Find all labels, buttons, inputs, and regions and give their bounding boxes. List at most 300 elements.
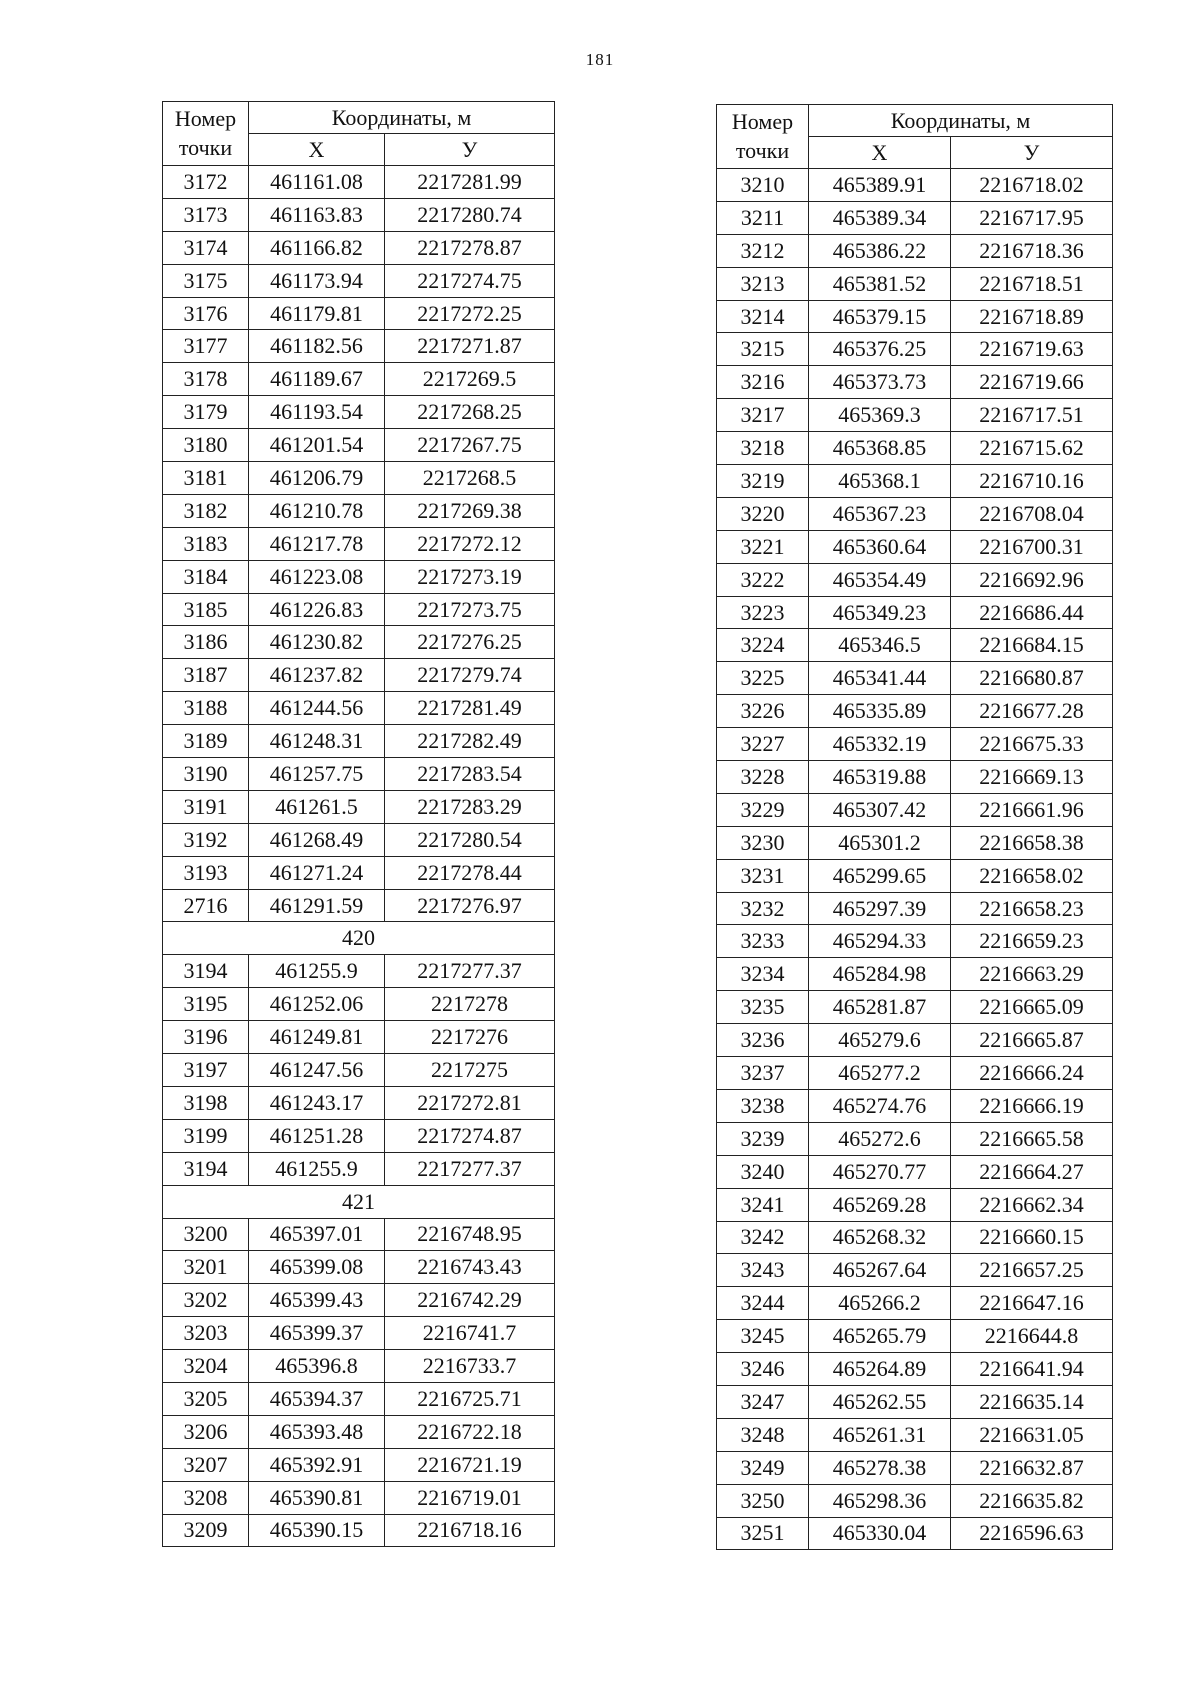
- y-coordinate-cell: 2216631.05: [951, 1418, 1113, 1451]
- y-coordinate-cell: 2216717.51: [951, 399, 1113, 432]
- x-coordinate-cell: 461244.56: [249, 692, 385, 725]
- point-number-cell: 3208: [163, 1481, 249, 1514]
- y-coordinate-cell: 2216632.87: [951, 1451, 1113, 1484]
- y-coordinate-cell: 2217275: [385, 1054, 555, 1087]
- table-row: [717, 892, 1113, 925]
- table-row: [163, 264, 555, 297]
- x-coordinate-cell: 461249.81: [249, 1021, 385, 1054]
- y-coordinate-cell: 2216715.62: [951, 432, 1113, 465]
- point-number-cell: 3246: [717, 1353, 809, 1386]
- table-row: [163, 856, 555, 889]
- table-row: [717, 761, 1113, 794]
- table-row: [163, 527, 555, 560]
- table-row: [717, 1418, 1113, 1451]
- x-coordinate-cell: 461237.82: [249, 659, 385, 692]
- y-coordinate-cell: 2216708.04: [951, 497, 1113, 530]
- table-row: [717, 333, 1113, 366]
- table-row: [163, 1448, 555, 1481]
- y-coordinate-cell: 2217278: [385, 988, 555, 1021]
- y-coordinate-cell: 2216658.23: [951, 892, 1113, 925]
- table-row: [717, 1517, 1113, 1550]
- table-row: [163, 429, 555, 462]
- table-row: [163, 659, 555, 692]
- y-coordinate-cell: 2216718.89: [951, 300, 1113, 333]
- table-row: [717, 432, 1113, 465]
- table-row: [717, 1221, 1113, 1254]
- point-number-cell: 3224: [717, 629, 809, 662]
- x-coordinate-cell: 461257.75: [249, 758, 385, 791]
- x-coordinate-cell: 461161.08: [249, 166, 385, 199]
- point-number-cell: 3195: [163, 988, 249, 1021]
- x-coordinate-cell: 461210.78: [249, 494, 385, 527]
- point-number-cell: 3198: [163, 1086, 249, 1119]
- point-number-cell: 3239: [717, 1122, 809, 1155]
- y-coordinate-cell: 2216748.95: [385, 1218, 555, 1251]
- y-coordinate-cell: 2217278.87: [385, 231, 555, 264]
- table-row: [163, 1218, 555, 1251]
- y-coordinate-cell: 2216665.58: [951, 1122, 1113, 1155]
- y-coordinate-cell: 2217276.97: [385, 889, 555, 922]
- point-number-cell: 3201: [163, 1251, 249, 1284]
- coordinates-header: Координаты, м: [809, 105, 1113, 137]
- point-number-cell: 3226: [717, 695, 809, 728]
- x-coordinate-cell: 461255.9: [249, 955, 385, 988]
- y-coordinate-cell: 2216733.7: [385, 1350, 555, 1383]
- point-number-cell: 3212: [717, 234, 809, 267]
- point-number-cell: 3228: [717, 761, 809, 794]
- x-coordinate-cell: 465266.2: [809, 1287, 951, 1320]
- x-coordinate-cell: 465399.37: [249, 1317, 385, 1350]
- table-row: [717, 596, 1113, 629]
- point-number-cell: 3232: [717, 892, 809, 925]
- y-coordinate-cell: 2217272.12: [385, 527, 555, 560]
- x-coordinate-cell: 461163.83: [249, 198, 385, 231]
- y-coordinate-cell: 2216662.34: [951, 1188, 1113, 1221]
- x-coordinate-cell: 465397.01: [249, 1218, 385, 1251]
- point-number-cell: 3234: [717, 958, 809, 991]
- table-row: [163, 758, 555, 791]
- y-coordinate-cell: 2216692.96: [951, 563, 1113, 596]
- point-number-cell: 3188: [163, 692, 249, 725]
- y-coordinate-cell: 2216665.09: [951, 991, 1113, 1024]
- table-row: [717, 1089, 1113, 1122]
- point-number-cell: 3181: [163, 462, 249, 495]
- y-coordinate-cell: 2217267.75: [385, 429, 555, 462]
- table-row: [163, 1317, 555, 1350]
- x-coordinate-cell: 465360.64: [809, 530, 951, 563]
- x-coordinate-cell: 465277.2: [809, 1057, 951, 1090]
- x-coordinate-cell: 465297.39: [809, 892, 951, 925]
- y-coordinate-cell: 2217280.74: [385, 198, 555, 231]
- y-coordinate-cell: 2216644.8: [951, 1320, 1113, 1353]
- table-row: [717, 1287, 1113, 1320]
- x-coordinate-cell: 465284.98: [809, 958, 951, 991]
- point-number-cell: 3219: [717, 465, 809, 498]
- point-number-cell: 2716: [163, 889, 249, 922]
- x-coordinate-cell: 465346.5: [809, 629, 951, 662]
- y-coordinate-cell: 2216664.27: [951, 1155, 1113, 1188]
- coordinates-header: Координаты, м: [249, 102, 555, 134]
- point-number-cell: 3209: [163, 1514, 249, 1547]
- point-number-cell: 3222: [717, 563, 809, 596]
- y-coordinate-cell: 2216719.01: [385, 1481, 555, 1514]
- table-body-left: [163, 166, 555, 1547]
- point-number-cell: 3245: [717, 1320, 809, 1353]
- y-coordinate-cell: 2216741.7: [385, 1317, 555, 1350]
- y-coordinate-cell: 2216658.38: [951, 826, 1113, 859]
- y-coordinate-cell: 2217282.49: [385, 725, 555, 758]
- point-number-cell: 3207: [163, 1448, 249, 1481]
- point-number-cell: 3229: [717, 793, 809, 826]
- x-coordinate-cell: 465354.49: [809, 563, 951, 596]
- table-row: [163, 231, 555, 264]
- point-number-cell: 3194: [163, 1152, 249, 1185]
- x-coordinate-cell: 465335.89: [809, 695, 951, 728]
- table-row: [717, 958, 1113, 991]
- table-row: [717, 530, 1113, 563]
- table-row: [163, 1086, 555, 1119]
- y-coordinate-cell: 2216686.44: [951, 596, 1113, 629]
- x-coordinate-cell: 465299.65: [809, 859, 951, 892]
- x-coordinate-cell: 461252.06: [249, 988, 385, 1021]
- x-coordinate-cell: 465268.32: [809, 1221, 951, 1254]
- point-header-line1: Номер: [174, 105, 237, 131]
- x-coordinate-cell: 461271.24: [249, 856, 385, 889]
- table-row: [163, 198, 555, 231]
- x-coordinate-cell: 461182.56: [249, 330, 385, 363]
- point-number-cell: 3216: [717, 366, 809, 399]
- point-number-cell: 3218: [717, 432, 809, 465]
- x-coordinate-cell: 465267.64: [809, 1254, 951, 1287]
- x-coordinate-cell: 465390.81: [249, 1481, 385, 1514]
- point-number-cell: 3194: [163, 955, 249, 988]
- x-coordinate-cell: 461247.56: [249, 1054, 385, 1087]
- point-number-cell: 3206: [163, 1415, 249, 1448]
- point-header-line2: точки: [735, 137, 790, 163]
- group-row: [163, 922, 555, 955]
- x-coordinate-cell: 465396.8: [249, 1350, 385, 1383]
- table-row: [717, 169, 1113, 202]
- y-coordinate-cell: 2216669.13: [951, 761, 1113, 794]
- table-row: [163, 1119, 555, 1152]
- x-coordinate-cell: 465367.23: [809, 497, 951, 530]
- table-row: [717, 662, 1113, 695]
- y-coordinate-cell: 2216710.16: [951, 465, 1113, 498]
- y-coordinate-cell: 2217277.37: [385, 955, 555, 988]
- x-coordinate-cell: 465298.36: [809, 1484, 951, 1517]
- y-coordinate-cell: 2216635.14: [951, 1385, 1113, 1418]
- y-coordinate-cell: 2216657.25: [951, 1254, 1113, 1287]
- y-coordinate-cell: 2217281.99: [385, 166, 555, 199]
- x-coordinate-cell: 465264.89: [809, 1353, 951, 1386]
- point-number-cell: 3242: [717, 1221, 809, 1254]
- y-coordinate-cell: 2216718.36: [951, 234, 1113, 267]
- y-coordinate-cell: 2217278.44: [385, 856, 555, 889]
- table-row: [717, 859, 1113, 892]
- point-number-cell: 3238: [717, 1089, 809, 1122]
- table-row: [163, 692, 555, 725]
- point-number-cell: 3240: [717, 1155, 809, 1188]
- x-coordinate-cell: 465270.77: [809, 1155, 951, 1188]
- point-number-cell: 3190: [163, 758, 249, 791]
- group-number: 421: [163, 1185, 555, 1218]
- point-number-cell: 3247: [717, 1385, 809, 1418]
- group-row: [163, 1185, 555, 1218]
- x-coordinate-cell: 465392.91: [249, 1448, 385, 1481]
- x-coordinate-cell: 465274.76: [809, 1089, 951, 1122]
- point-number-cell: 3186: [163, 626, 249, 659]
- x-coordinate-cell: 465386.22: [809, 234, 951, 267]
- point-number-cell: 3243: [717, 1254, 809, 1287]
- x-coordinate-cell: 465393.48: [249, 1415, 385, 1448]
- x-coordinate-cell: 461248.31: [249, 725, 385, 758]
- table-row: [163, 1350, 555, 1383]
- x-coordinate-cell: 465389.91: [809, 169, 951, 202]
- table-row: [163, 1514, 555, 1547]
- table-row: [717, 925, 1113, 958]
- table-row: [163, 790, 555, 823]
- point-number-cell: 3223: [717, 596, 809, 629]
- table-row: [163, 593, 555, 626]
- y-coordinate-cell: 2216677.28: [951, 695, 1113, 728]
- x-coordinate-cell: 465379.15: [809, 300, 951, 333]
- x-coordinate-cell: 465376.25: [809, 333, 951, 366]
- point-number-cell: 3176: [163, 297, 249, 330]
- x-coordinate-cell: 465307.42: [809, 793, 951, 826]
- point-number-cell: 3199: [163, 1119, 249, 1152]
- y-coordinate-cell: 2216700.31: [951, 530, 1113, 563]
- y-coordinate-cell: 2217269.38: [385, 494, 555, 527]
- x-coordinate-cell: 465369.3: [809, 399, 951, 432]
- table-row: [163, 396, 555, 429]
- point-number-cell: 3172: [163, 166, 249, 199]
- x-coordinate-cell: 465381.52: [809, 267, 951, 300]
- point-number-cell: 3192: [163, 823, 249, 856]
- table-row: [717, 267, 1113, 300]
- x-coordinate-cell: 465341.44: [809, 662, 951, 695]
- table-row: [717, 1188, 1113, 1221]
- x-coordinate-cell: 465278.38: [809, 1451, 951, 1484]
- table-row: [163, 297, 555, 330]
- table-row: [163, 462, 555, 495]
- y-header: У: [385, 134, 555, 166]
- x-coordinate-cell: 465301.2: [809, 826, 951, 859]
- table-row: [717, 1155, 1113, 1188]
- y-coordinate-cell: 2217276: [385, 1021, 555, 1054]
- table-row: [163, 823, 555, 856]
- point-number-cell: 3231: [717, 859, 809, 892]
- y-coordinate-cell: 2217271.87: [385, 330, 555, 363]
- y-coordinate-cell: 2216663.29: [951, 958, 1113, 991]
- x-coordinate-cell: 465368.85: [809, 432, 951, 465]
- x-coordinate-cell: 465262.55: [809, 1385, 951, 1418]
- y-coordinate-cell: 2216675.33: [951, 728, 1113, 761]
- point-number-cell: 3173: [163, 198, 249, 231]
- y-coordinate-cell: 2217272.81: [385, 1086, 555, 1119]
- table-row: [163, 1152, 555, 1185]
- x-coordinate-cell: 461291.59: [249, 889, 385, 922]
- table-row: [163, 1054, 555, 1087]
- point-number-cell: 3185: [163, 593, 249, 626]
- y-coordinate-cell: 2216743.43: [385, 1251, 555, 1284]
- point-number-cell: 3210: [717, 169, 809, 202]
- y-coordinate-cell: 2216647.16: [951, 1287, 1113, 1320]
- x-coordinate-cell: 465281.87: [809, 991, 951, 1024]
- table-row: [163, 1382, 555, 1415]
- x-header: X: [809, 137, 951, 169]
- x-coordinate-cell: 465389.34: [809, 201, 951, 234]
- table-row: [717, 1057, 1113, 1090]
- y-coordinate-cell: 2216718.51: [951, 267, 1113, 300]
- x-coordinate-cell: 461223.08: [249, 560, 385, 593]
- y-coordinate-cell: 2216666.24: [951, 1057, 1113, 1090]
- coordinates-table-right: [716, 104, 1113, 1550]
- point-number-cell: 3221: [717, 530, 809, 563]
- x-coordinate-cell: 461243.17: [249, 1086, 385, 1119]
- table-row: [717, 1320, 1113, 1353]
- point-number-cell: 3248: [717, 1418, 809, 1451]
- table-row: [717, 399, 1113, 432]
- table-row: [717, 1353, 1113, 1386]
- point-number-cell: 3180: [163, 429, 249, 462]
- y-coordinate-cell: 2217272.25: [385, 297, 555, 330]
- table-row: [717, 1484, 1113, 1517]
- y-coordinate-cell: 2217273.75: [385, 593, 555, 626]
- table-row: [717, 300, 1113, 333]
- y-coordinate-cell: 2216658.02: [951, 859, 1113, 892]
- coordinates-table-left: [162, 101, 555, 1547]
- point-number-cell: 3225: [717, 662, 809, 695]
- table-row: [163, 1251, 555, 1284]
- point-number-cell: 3241: [717, 1188, 809, 1221]
- y-coordinate-cell: 2216721.19: [385, 1448, 555, 1481]
- x-coordinate-cell: 465394.37: [249, 1382, 385, 1415]
- x-coordinate-cell: 461173.94: [249, 264, 385, 297]
- x-coordinate-cell: 465368.1: [809, 465, 951, 498]
- x-coordinate-cell: 465332.19: [809, 728, 951, 761]
- x-coordinate-cell: 461261.5: [249, 790, 385, 823]
- y-coordinate-cell: 2217274.87: [385, 1119, 555, 1152]
- x-coordinate-cell: 465294.33: [809, 925, 951, 958]
- y-coordinate-cell: 2216641.94: [951, 1353, 1113, 1386]
- table-row: [717, 826, 1113, 859]
- table-row: [717, 234, 1113, 267]
- point-number-cell: 3227: [717, 728, 809, 761]
- point-number-cell: 3175: [163, 264, 249, 297]
- table-row: [717, 366, 1113, 399]
- x-coordinate-cell: 465265.79: [809, 1320, 951, 1353]
- point-number-cell: 3214: [717, 300, 809, 333]
- table-row: [163, 626, 555, 659]
- point-number-cell: 3174: [163, 231, 249, 264]
- y-coordinate-cell: 2216719.66: [951, 366, 1113, 399]
- y-coordinate-cell: 2217280.54: [385, 823, 555, 856]
- point-number-cell: 3200: [163, 1218, 249, 1251]
- table-row: [163, 166, 555, 199]
- x-coordinate-cell: 465373.73: [809, 366, 951, 399]
- y-coordinate-cell: 2216661.96: [951, 793, 1113, 826]
- table-row: [717, 563, 1113, 596]
- y-coordinate-cell: 2217268.25: [385, 396, 555, 429]
- table-row: [717, 793, 1113, 826]
- point-number-cell: 3205: [163, 1382, 249, 1415]
- point-number-cell: 3179: [163, 396, 249, 429]
- table-row: [717, 1024, 1113, 1057]
- x-coordinate-cell: 461206.79: [249, 462, 385, 495]
- point-number-cell: 3244: [717, 1287, 809, 1320]
- point-number-cell: 3237: [717, 1057, 809, 1090]
- table-row: [717, 1122, 1113, 1155]
- group-number: 420: [163, 922, 555, 955]
- table-row: [163, 1284, 555, 1317]
- point-number-cell: 3250: [717, 1484, 809, 1517]
- point-header-line1: Номер: [731, 108, 794, 134]
- x-coordinate-cell: 461193.54: [249, 396, 385, 429]
- y-coordinate-cell: 2216718.16: [385, 1514, 555, 1547]
- y-coordinate-cell: 2217273.19: [385, 560, 555, 593]
- table-row: [163, 725, 555, 758]
- point-number-cell: 3182: [163, 494, 249, 527]
- table-row: [163, 889, 555, 922]
- point-number-cell: 3202: [163, 1284, 249, 1317]
- table-row: [717, 695, 1113, 728]
- x-coordinate-cell: 461230.82: [249, 626, 385, 659]
- point-number-cell: 3177: [163, 330, 249, 363]
- y-coordinate-cell: 2216684.15: [951, 629, 1113, 662]
- table-row: [717, 1385, 1113, 1418]
- point-number-cell: 3183: [163, 527, 249, 560]
- x-coordinate-cell: 461255.9: [249, 1152, 385, 1185]
- point-number-cell: 3196: [163, 1021, 249, 1054]
- x-coordinate-cell: 461217.78: [249, 527, 385, 560]
- x-coordinate-cell: 461268.49: [249, 823, 385, 856]
- y-coordinate-cell: 2217283.29: [385, 790, 555, 823]
- x-coordinate-cell: 465272.6: [809, 1122, 951, 1155]
- point-number-cell: 3187: [163, 659, 249, 692]
- point-number-cell: 3233: [717, 925, 809, 958]
- x-header: X: [249, 134, 385, 166]
- y-coordinate-cell: 2217277.37: [385, 1152, 555, 1185]
- y-coordinate-cell: 2216665.87: [951, 1024, 1113, 1057]
- point-number-cell: 3249: [717, 1451, 809, 1484]
- x-coordinate-cell: 461189.67: [249, 363, 385, 396]
- table-row: [163, 988, 555, 1021]
- x-coordinate-cell: 461226.83: [249, 593, 385, 626]
- x-coordinate-cell: 461251.28: [249, 1119, 385, 1152]
- point-number-cell: 3184: [163, 560, 249, 593]
- point-number-cell: 3203: [163, 1317, 249, 1350]
- table-row: [163, 560, 555, 593]
- point-number-cell: 3178: [163, 363, 249, 396]
- point-number-cell: 3230: [717, 826, 809, 859]
- x-coordinate-cell: 465269.28: [809, 1188, 951, 1221]
- y-coordinate-cell: 2217281.49: [385, 692, 555, 725]
- point-number-cell: 3215: [717, 333, 809, 366]
- y-coordinate-cell: 2216722.18: [385, 1415, 555, 1448]
- x-coordinate-cell: 465330.04: [809, 1517, 951, 1550]
- point-number-header: [163, 102, 249, 166]
- table-body-right: [717, 169, 1113, 1550]
- table-row: [717, 629, 1113, 662]
- y-coordinate-cell: 2216635.82: [951, 1484, 1113, 1517]
- table-row: [163, 1481, 555, 1514]
- x-coordinate-cell: 465279.6: [809, 1024, 951, 1057]
- y-coordinate-cell: 2216666.19: [951, 1089, 1113, 1122]
- y-coordinate-cell: 2217283.54: [385, 758, 555, 791]
- y-coordinate-cell: 2216717.95: [951, 201, 1113, 234]
- x-coordinate-cell: 465349.23: [809, 596, 951, 629]
- x-coordinate-cell: 461166.82: [249, 231, 385, 264]
